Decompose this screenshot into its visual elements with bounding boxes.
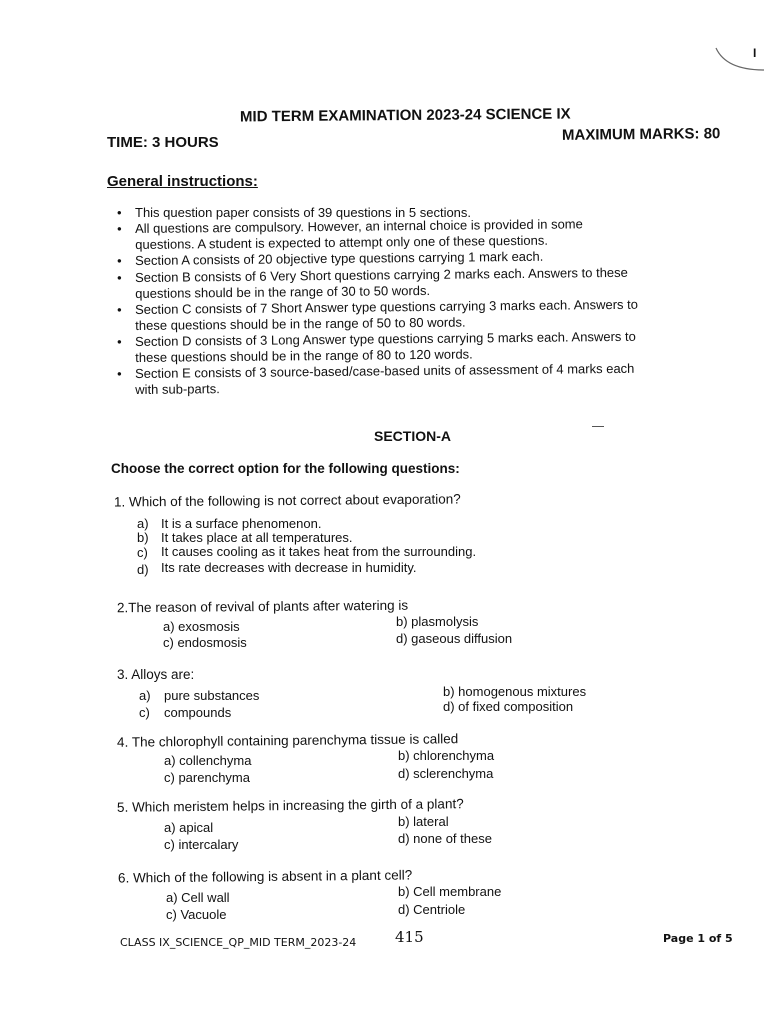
option-text: It is a surface phenomenon. — [161, 516, 322, 531]
stray-mark — [592, 426, 604, 427]
option-d: d) gaseous diffusion — [396, 631, 513, 646]
page-number: Page 1 of 5 — [663, 932, 733, 945]
instruction-item: • Section D consists of 3 Long Answer type questions carrying 5 marks each. Answers to these questions should be in the range of 80 to 120 words. — [117, 328, 636, 365]
instruction-item: • All questions are compulsory. However, an internal choice is provided in some questions. A student is expected to attempt only one of these questions. — [117, 216, 583, 252]
option-label: c) — [139, 705, 150, 720]
section-instruction: Choose the correct option for the following questions: — [111, 461, 460, 476]
exam-max-marks: MAXIMUM MARKS: 80 — [561, 125, 721, 144]
option-c: c) intercalary — [164, 837, 239, 852]
option-label: a) — [139, 688, 151, 703]
option-b: b) homogenous mixtures — [443, 684, 587, 699]
option-text: It causes cooling as it takes heat from the surrounding. — [161, 544, 477, 559]
exam-title: MID TERM EXAMINATION 2023-24 SCIENCE IX — [239, 105, 571, 126]
option-label: b) — [137, 530, 149, 545]
option-a: a) apical — [164, 820, 214, 835]
option-text: It takes place at all temperatures. — [161, 530, 353, 545]
instruction-item: • Section A consists of 20 objective type questions carrying 1 mark each. — [117, 248, 544, 269]
option-d: d) of fixed composition — [443, 699, 574, 714]
option-b: b) chlorenchyma — [398, 748, 495, 763]
option-d: d) sclerenchyma — [398, 766, 494, 781]
question-3: 3. Alloys are: — [117, 667, 195, 682]
option-d: d) Centriole — [398, 902, 466, 917]
option-label: a) — [137, 516, 149, 531]
option-c: c) endosmosis — [163, 635, 247, 650]
instruction-item: • Section E consists of 3 source-based/case-based units of assessment of 4 marks each with sub-parts. — [117, 360, 635, 397]
bullet-icon: • — [117, 205, 122, 220]
question-1: 1. Which of the following is not correct about evaporation? — [113, 491, 461, 510]
paper-code: CLASS IX_SCIENCE_QP_MID TERM_2023-24 — [120, 936, 357, 949]
instruction-item: • Section C consists of 7 Short Answer type questions carrying 3 marks each. Answers to these questions should be in the range of 50 to 80 words. — [117, 296, 639, 333]
bullet-icon: • — [117, 302, 122, 318]
question-2: 2.The reason of revival of plants after watering is — [116, 597, 409, 616]
option-b: b) lateral — [398, 814, 449, 829]
instruction-item: • Section B consists of 6 Very Short questions carrying 2 marks each. Answers to these questions should be in the range of 30 to 50 words. — [117, 264, 628, 301]
bullet-icon: • — [117, 366, 122, 382]
handwritten-note: 415 — [395, 928, 424, 946]
option-text: Its rate decreases with decrease in humidity. — [161, 560, 417, 575]
option-b: b) plasmolysis — [396, 614, 479, 629]
option-a: a) exosmosis — [163, 619, 240, 634]
bullet-icon: • — [117, 270, 122, 286]
bullet-icon: • — [117, 334, 122, 350]
bullet-icon: • — [117, 221, 122, 237]
question-4: 4. The chlorophyll containing parenchyma tissue is called — [116, 731, 459, 750]
option-label: d) — [137, 562, 149, 577]
section-heading: SECTION-A — [374, 428, 451, 444]
exam-time: TIME: 3 HOURS — [107, 134, 219, 151]
instructions-heading: General instructions: — [107, 173, 258, 190]
option-a: a) collenchyma — [164, 753, 252, 768]
option-d: d) none of these — [398, 831, 492, 846]
instruction-item: • This question paper consists of 39 questions in 5 sections. — [117, 205, 472, 220]
bullet-icon: • — [117, 253, 122, 269]
option-c: c) parenchyma — [164, 770, 250, 785]
corner-curve-mark — [712, 40, 768, 76]
question-6: 6. Which of the following is absent in a plant cell? — [117, 867, 413, 886]
option-c: c) Vacuole — [166, 907, 227, 922]
option-b: b) Cell membrane — [398, 884, 502, 899]
option-label: c) — [137, 545, 148, 560]
question-5: 5. Which meristem helps in increasing the girth of a plant? — [116, 796, 464, 815]
corner-mark: I — [753, 46, 757, 60]
option-text: compounds — [164, 705, 232, 720]
option-text: pure substances — [164, 688, 260, 703]
option-a: a) Cell wall — [166, 890, 230, 905]
